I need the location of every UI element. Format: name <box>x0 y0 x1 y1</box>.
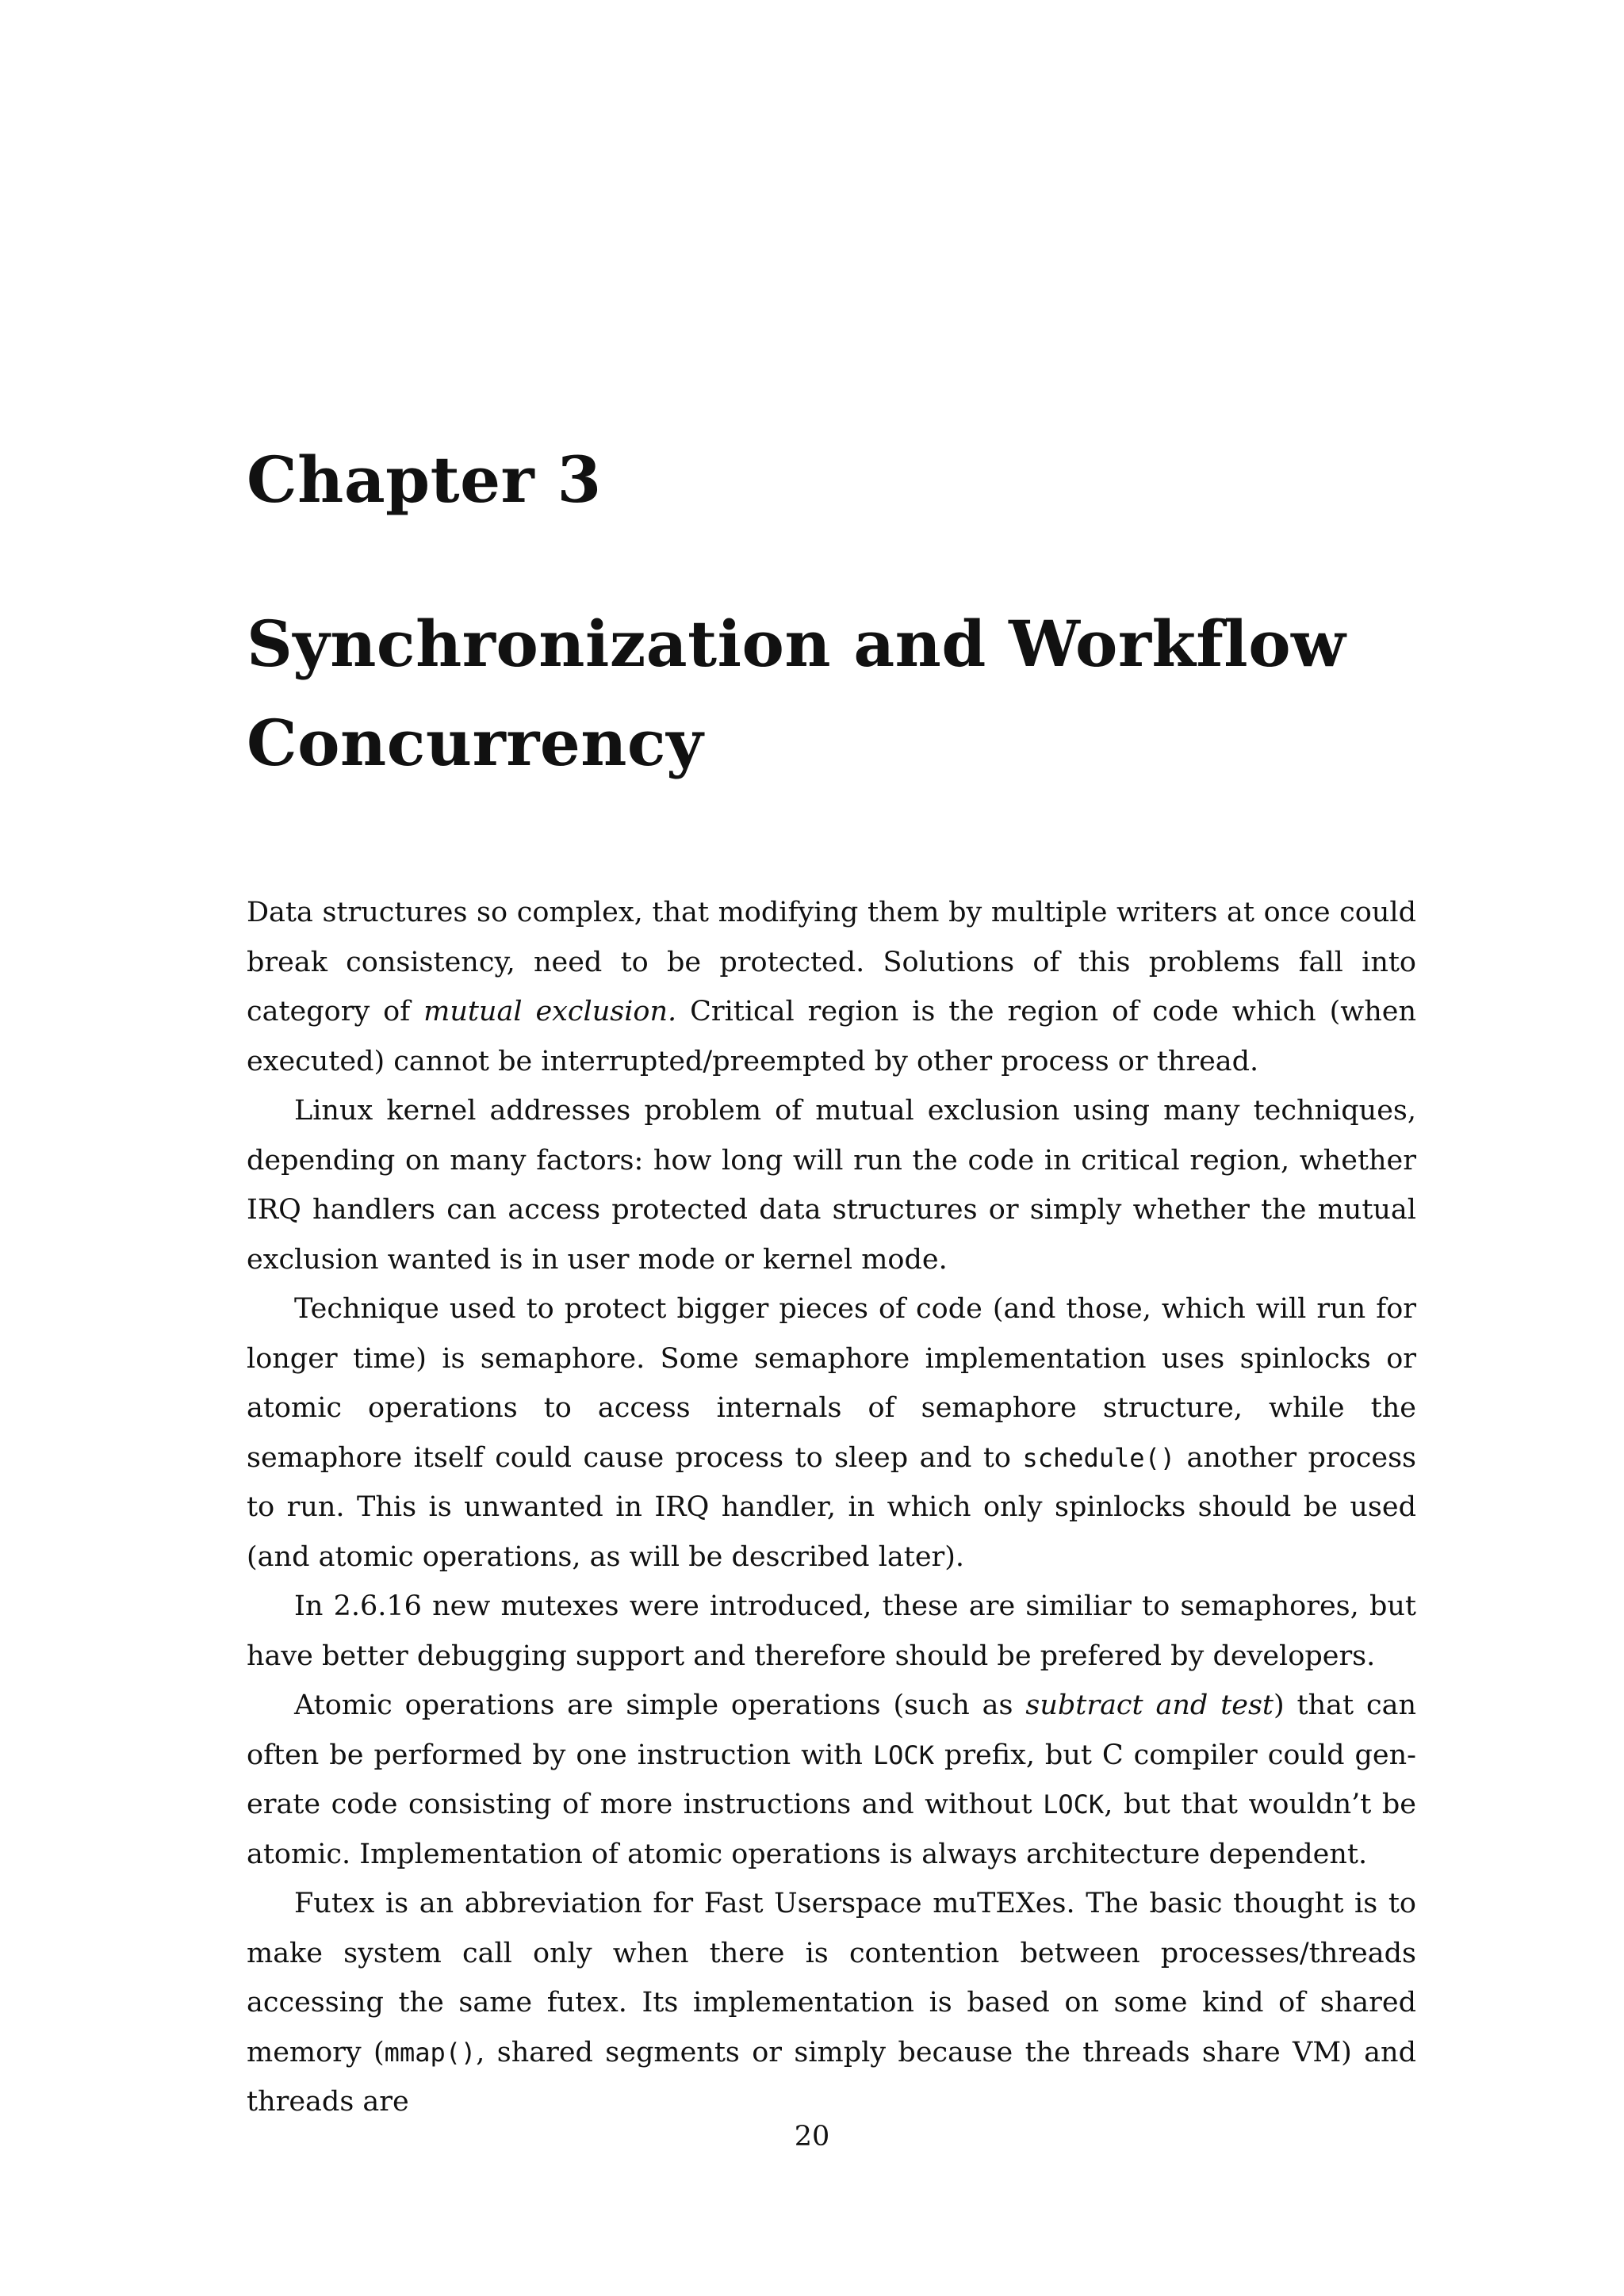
paragraph-text: Data structures so complex, that modifying them by multiple writers at once could break consistency, need to be protected. Solutions of this problems fall into category of <box>247 897 1416 1027</box>
paragraph-text: Atomic operations are simple operations (such as <box>294 1689 1026 1721</box>
paragraph-text: In 2.6.16 new mutexes were introduced, these are similiar to semaphores, but have better debugging support and therefore should be prefered by developers. <box>247 1590 1416 1672</box>
chapter-title-line-1: Synchronization and Workflow <box>247 607 1346 681</box>
paragraph-text: , but that wouldn’t be atomic. Implementation of atomic operations is always architecture dependent. <box>247 1789 1417 1870</box>
paragraph-mutual-exclusion <box>247 1086 1416 1284</box>
code-term: mmap() <box>384 2037 477 2068</box>
chapter-title <box>247 595 1436 793</box>
page-number: 20 <box>794 2121 830 2152</box>
paragraph-semaphore <box>247 1284 1416 1582</box>
chapter-title-line-2: Concurrency <box>247 706 704 780</box>
emphasis-term: mutual exclusion. <box>423 996 677 1027</box>
paragraph-text: Futex is an abbreviation for Fast Userspace muTEXes. The basic thought is to make system call only when there is contention between processes/threads accessing the same futex. Its implementation is based on some kind of shared memory ( <box>247 1888 1416 2068</box>
code-term: LOCK <box>872 1739 934 1770</box>
paragraph-text: Technique used to protect bigger pieces of code (and those, which will run for longer time) is semaphore. Some semaphore implementation uses spinlocks or atomic operations to access internals of semaphore structure, while the semaphore itself could cause process to sleep and to <box>247 1293 1416 1474</box>
paragraph-mutexes <box>247 1582 1416 1681</box>
paragraph-text: , shared segments or simply because the threads share VM) and threads are <box>247 2036 1416 2118</box>
paragraph-atomic-operations <box>247 1681 1416 1879</box>
paragraph-text: ) that can often be performed by one instruction with <box>247 1689 1416 1771</box>
code-term: LOCK <box>1043 1789 1105 1820</box>
chapter-body <box>247 888 1416 2127</box>
paragraph-text: Linux kernel addresses problem of mutual exclusion using many techniques, depending on many factors: how long will run the code in critical region, whether IRQ handlers can access protected data structures or simply whether the mutual exclusion wanted is in user mode or kernel mode. <box>247 1095 1416 1276</box>
paragraph-futex <box>247 1879 1416 2127</box>
paragraph-text: Critical region is the region of code which (when executed) cannot be interrupted/preempted by other process or thread. <box>247 996 1416 1077</box>
emphasis-term: subtract and test <box>1025 1689 1274 1721</box>
paragraph-text: prefix, but C compiler could generate code consisting of more instructions and without <box>247 1739 1416 1820</box>
code-term: schedule() <box>1022 1442 1176 1473</box>
chapter-label: Chapter 3 <box>247 442 602 517</box>
paragraph-intro <box>247 888 1416 1086</box>
paragraph-text: another process to run. This is unwanted in IRQ handler, in which only spinlocks should be used (and atomic operations, as will be described later). <box>247 1441 1416 1573</box>
